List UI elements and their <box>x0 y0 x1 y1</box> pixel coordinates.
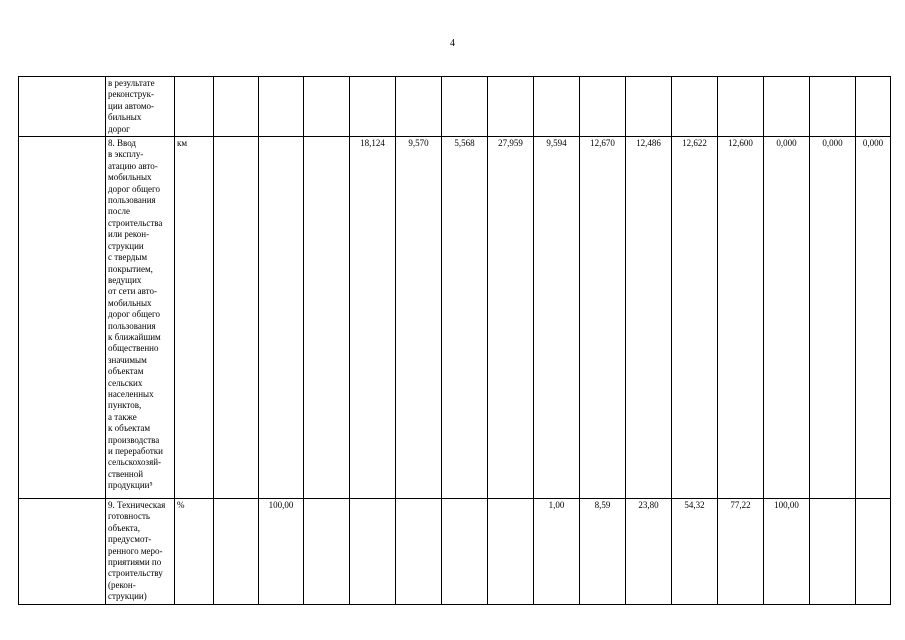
value-cell <box>764 77 810 137</box>
value-cell: 0,000 <box>810 137 856 499</box>
value-cell: 12,622 <box>672 137 718 499</box>
label-line: мобильных <box>108 297 152 308</box>
value-cell: 18,124 <box>350 137 396 499</box>
table-row <box>19 137 891 499</box>
value-cell: 23,80 <box>626 499 672 605</box>
label-line: струкции) <box>108 591 147 602</box>
label-line: строительству <box>108 568 163 579</box>
label-line: ственной <box>108 468 144 479</box>
value-cell: 9,594 <box>534 137 580 499</box>
value-cell: 5,568 <box>442 137 488 499</box>
empty-cell <box>19 499 106 605</box>
label-line: пунктов, <box>108 400 142 411</box>
label-line: после <box>108 206 131 217</box>
value-cell: 54,32 <box>672 499 718 605</box>
indicator-label <box>106 77 175 137</box>
label-line: сельскохозяй- <box>108 457 162 468</box>
table-row <box>19 77 891 137</box>
indicator-label <box>106 137 175 499</box>
label-line: объектам <box>108 366 144 377</box>
label-line: мобильных <box>108 172 152 183</box>
label-line: ренного меро- <box>108 545 163 556</box>
value-cell <box>442 499 488 605</box>
label-line: реконструк- <box>108 89 155 100</box>
value-cell: 0,000 <box>764 137 810 499</box>
label-line: к объектам <box>108 423 151 434</box>
value-cell: 100,00 <box>764 499 810 605</box>
label-line: объекта, <box>108 522 141 533</box>
unit-cell: км <box>175 137 214 499</box>
label-line: от сети авто- <box>108 286 157 297</box>
label-line: пользования <box>108 320 156 331</box>
empty-cell <box>19 137 106 499</box>
value-cell: 1,00 <box>534 499 580 605</box>
label-line: строительства <box>108 217 163 228</box>
value-cell: 12,486 <box>626 137 672 499</box>
value-cell <box>214 77 259 137</box>
value-cell <box>396 77 442 137</box>
label-line: значимым <box>108 354 147 365</box>
label-line: пользования <box>108 195 156 206</box>
unit-cell: % <box>175 499 214 605</box>
label-line: предусмот- <box>108 534 152 545</box>
label-line: струкции <box>108 240 144 251</box>
value-cell <box>810 77 856 137</box>
label-line: (рекон- <box>108 579 136 590</box>
label-line: производства <box>108 434 160 445</box>
value-cell <box>580 77 626 137</box>
value-cell: 8,59 <box>580 499 626 605</box>
table-row <box>19 499 891 605</box>
value-cell <box>626 77 672 137</box>
unit-cell <box>175 77 214 137</box>
value-cell <box>304 77 350 137</box>
label-line: в результате <box>108 78 155 88</box>
label-line: приятиями по <box>108 557 162 568</box>
value-cell <box>488 77 534 137</box>
label-line: ции автомо- <box>108 100 155 111</box>
value-cell <box>488 499 534 605</box>
value-cell <box>856 77 891 137</box>
value-cell <box>304 499 350 605</box>
value-cell <box>214 137 259 499</box>
value-cell: 77,22 <box>718 499 764 605</box>
label-line: готовность <box>108 511 150 522</box>
label-line: дорог общего <box>108 183 160 194</box>
indicator-table <box>18 76 891 605</box>
value-cell <box>259 137 304 499</box>
value-cell: 12,600 <box>718 137 764 499</box>
label-line: дорог <box>108 123 130 134</box>
value-cell <box>672 77 718 137</box>
label-line: а также <box>108 411 137 422</box>
value-cell <box>350 499 396 605</box>
value-cell <box>396 499 442 605</box>
label-line: и переработки <box>108 446 163 456</box>
value-cell: 12,670 <box>580 137 626 499</box>
label-line: атацию авто- <box>108 160 158 171</box>
label-line: сельских <box>108 377 143 388</box>
value-cell: 9,570 <box>396 137 442 499</box>
label-line: 8. Ввод <box>108 138 137 149</box>
value-cell <box>810 499 856 605</box>
label-line: с твердым <box>108 252 148 263</box>
label-line: общественно <box>108 343 159 354</box>
value-cell <box>259 77 304 137</box>
value-cell <box>214 499 259 605</box>
value-cell <box>856 499 891 605</box>
label-line: 9. Техническая <box>108 500 166 511</box>
label-line: покрытием, <box>108 263 153 274</box>
value-cell <box>442 77 488 137</box>
value-cell <box>350 77 396 137</box>
value-cell: 27,959 <box>488 137 534 499</box>
label-line: дорог общего <box>108 309 160 320</box>
page-number: 4 <box>450 38 455 49</box>
label-line: бильных <box>108 112 142 123</box>
label-line: продукции⁵ <box>108 480 153 491</box>
indicator-label <box>106 499 175 605</box>
value-cell: 100,00 <box>259 499 304 605</box>
value-cell: 0,000 <box>856 137 891 499</box>
label-line: ведущих <box>108 274 142 285</box>
value-cell <box>534 77 580 137</box>
label-line: населенных <box>108 388 154 399</box>
label-line: к ближайшим <box>108 331 161 342</box>
empty-cell <box>19 77 106 137</box>
label-line: или рекон- <box>108 229 150 240</box>
value-cell <box>718 77 764 137</box>
label-line: в эксплу- <box>108 149 144 160</box>
value-cell <box>304 137 350 499</box>
